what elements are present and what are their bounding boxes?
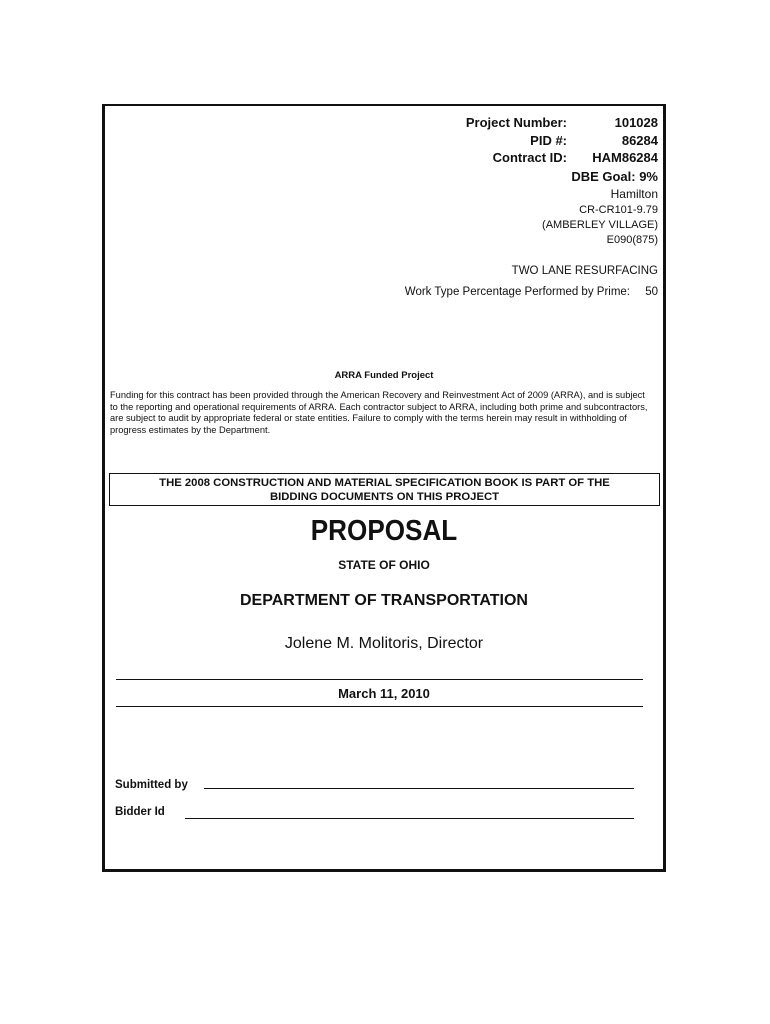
bidder-id-label: Bidder Id bbox=[115, 806, 165, 818]
arra-title: ARRA Funded Project bbox=[334, 370, 434, 381]
contract-id-value: HAM86284 bbox=[592, 150, 658, 165]
project-number-label: Project Number: bbox=[465, 115, 567, 130]
spec-book-line-1: THE 2008 CONSTRUCTION AND MATERIAL SPECIFICATION BOOK IS PART OF THE bbox=[159, 477, 610, 489]
bidder-id-line[interactable] bbox=[185, 818, 634, 819]
county: Hamilton bbox=[610, 187, 658, 201]
submitted-by-line[interactable] bbox=[204, 788, 634, 789]
date-top-rule bbox=[116, 679, 643, 680]
submitted-by-label: Submitted by bbox=[115, 779, 188, 791]
department-name: DEPARTMENT OF TRANSPORTATION bbox=[240, 592, 528, 609]
spec-book-notice bbox=[109, 473, 660, 506]
pid-value: 86284 bbox=[621, 133, 658, 148]
director-name: Jolene M. Molitoris, Director bbox=[284, 635, 484, 652]
date-bottom-rule bbox=[116, 706, 643, 707]
work-title: TWO LANE RESURFACING bbox=[511, 265, 658, 277]
project-number-value: 101028 bbox=[614, 115, 658, 130]
contract-id-label: Contract ID: bbox=[492, 150, 567, 165]
pid-label: PID #: bbox=[530, 133, 567, 148]
proposal-title: PROPOSAL bbox=[310, 515, 458, 547]
work-type-value: 50 bbox=[645, 286, 658, 298]
state-of-ohio: STATE OF OHIO bbox=[338, 558, 430, 572]
dbe-goal: DBE Goal: 9% bbox=[571, 169, 658, 184]
arra-body: Funding for this contract has been provided through the American Recovery and Reinvestment Act of 2009 (ARRA), and is subject to the reporting and operational requirements of ARRA. Each contractor subject to ARRA, including both prime and subcontractors, are subject to audit by appropriate federal or state entities. Failure to comply with the terms herein may result in withholding of progress estimates by the Department. bbox=[110, 390, 648, 435]
proposal-date: March 11, 2010 bbox=[338, 686, 430, 701]
route: CR-CR101-9.79 bbox=[579, 204, 658, 216]
spec-book-line-2: BIDDING DOCUMENTS ON THIS PROJECT bbox=[269, 491, 500, 503]
location: (AMBERLEY VILLAGE) bbox=[542, 219, 658, 231]
work-type-label: Work Type Percentage Performed by Prime: bbox=[404, 286, 630, 298]
project-code: E090(875) bbox=[606, 234, 658, 246]
